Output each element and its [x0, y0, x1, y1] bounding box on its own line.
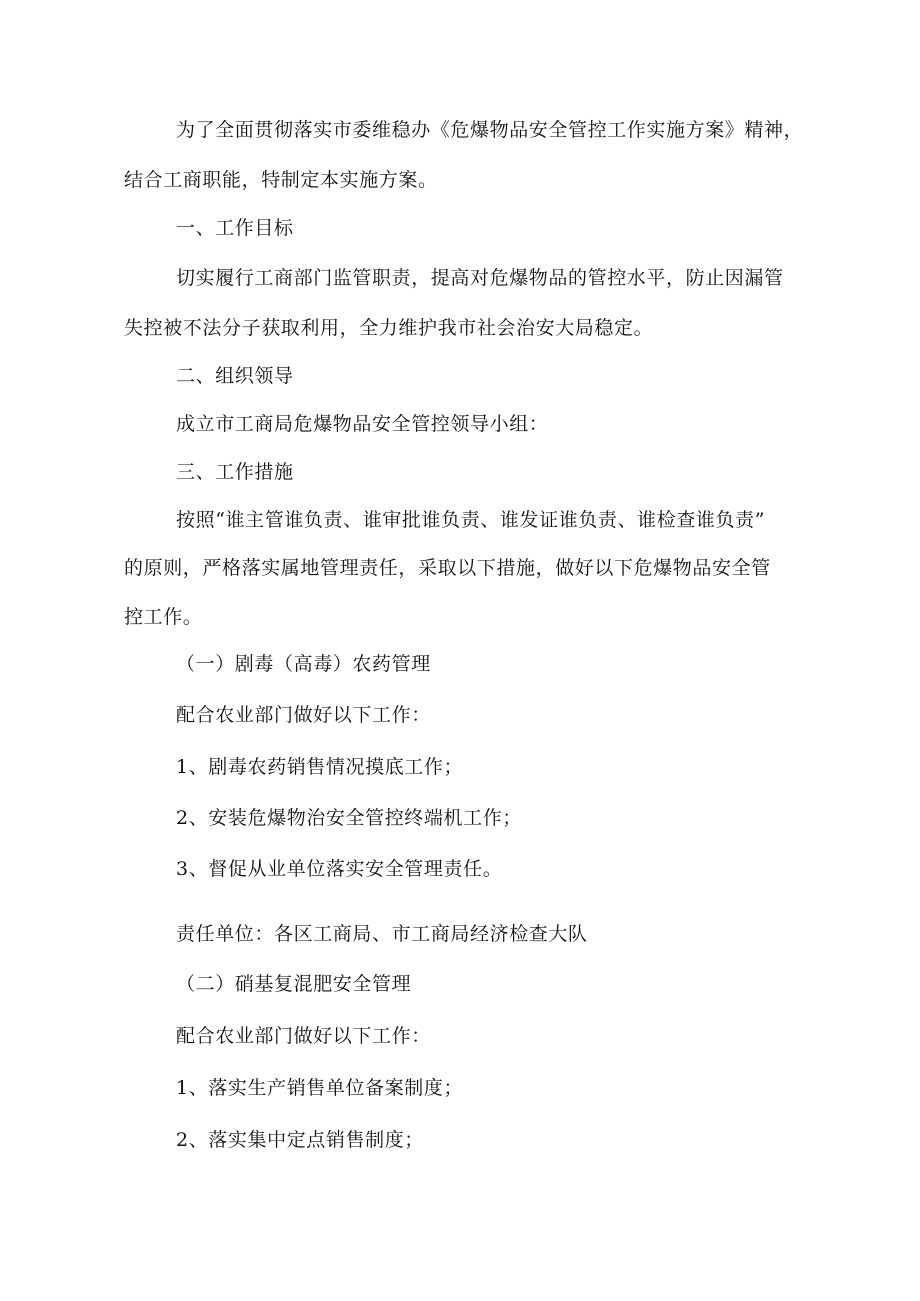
subsection-2-item-1: 1、落实生产销售单位备案制度； [176, 1077, 464, 1099]
section-1-line-1: 切实履行工商部门监管职责，提高对危爆物品的管控水平，防止因漏管 [176, 267, 784, 289]
subsection-2-item-2: 2、落实集中定点销售制度； [176, 1129, 424, 1151]
section-1-line-2: 失控被不法分子获取利用，全力维护我市社会治安大局稳定。 [124, 317, 654, 339]
subsection-1-item-1: 1、剧毒农药销售情况摸底工作； [176, 756, 464, 778]
subsection-1-item-3: 3、督促从业单位落实安全管理责任。 [176, 858, 503, 880]
section-2-heading: 二、组织领导 [176, 365, 294, 387]
subsection-1-heading: （一）剧毒（高毒）农药管理 [176, 653, 431, 675]
subsection-2-intro: 配合农业部门做好以下工作： [176, 1025, 431, 1047]
intro-line-2: 结合工商职能，特制定本实施方案。 [124, 169, 438, 191]
section-2-text: 成立市工商局危爆物品安全管控领导小组： [176, 413, 549, 435]
subsection-1-responsible: 责任单位：各区工商局、市工商局经济检查大队 [176, 923, 588, 945]
intro-line-1: 为了全面贯彻落实市委维稳办《危爆物品安全管控工作实施方案》精神， [176, 119, 804, 141]
subsection-2-heading: （二）硝基复混肥安全管理 [176, 973, 412, 995]
section-3-line-3: 控工作。 [124, 606, 203, 628]
subsection-1-item-2: 2、安装危爆物治安全管控终端机工作； [176, 807, 522, 829]
section-1-heading: 一、工作目标 [176, 217, 294, 239]
section-3-line-1: 按照“谁主管谁负责、谁审批谁负责、谁发证谁负责、谁检查谁负责” [176, 509, 766, 531]
section-3-line-2: 的原则，严格落实属地管理责任，采取以下措施，做好以下危爆物品安全管 [124, 557, 771, 579]
subsection-1-intro: 配合农业部门做好以下工作： [176, 704, 431, 726]
section-3-heading: 三、工作措施 [176, 461, 294, 483]
